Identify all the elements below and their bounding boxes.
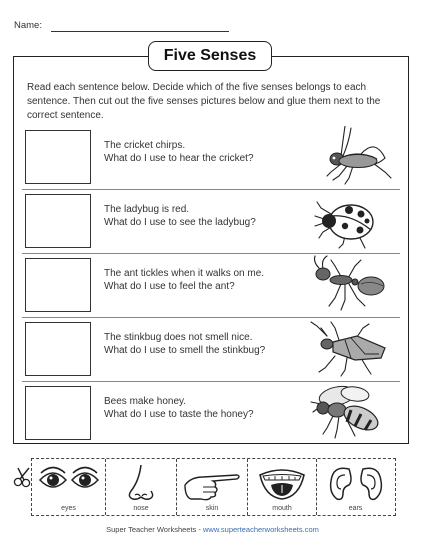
question-prompt: What do I use to feel the ant? [104,281,235,292]
ant-icon [305,254,395,316]
question-prompt: What do I use to smell the stinkbug? [104,345,266,356]
footer-brand: Super Teacher Worksheets [106,525,197,534]
cutout-eyes[interactable] [32,459,106,515]
question-text [104,331,265,357]
question-row [22,128,400,186]
footer [0,525,425,534]
question-prompt: What do I use to see the ladybug? [104,217,256,228]
cutout-label: ears [348,505,363,512]
glue-box[interactable] [25,194,91,248]
hand-icon [181,463,243,503]
glue-box[interactable] [25,322,91,376]
question-row [22,384,400,442]
nose-icon [119,463,163,503]
ears-icon [327,463,385,503]
question-statement: The ladybug is red. [104,204,190,215]
mouth-icon [257,463,307,503]
question-text [104,139,254,165]
instructions: Read each sentence below. Decide which of the five senses belongs to each sentence. Then cut out the five senses pictures below and glue them next to the correct sentence. [27,82,381,121]
ladybug-icon [305,190,395,252]
cutout-strip [31,458,396,516]
question-statement: The cricket chirps. [104,140,186,151]
question-prompt: What do I use to taste the honey? [104,409,254,420]
bee-icon [305,382,395,444]
question-text [104,267,264,293]
cutout-label: mouth [272,505,292,512]
question-statement: Bees make honey. [104,396,187,407]
name-label: Name: [14,20,42,31]
question-text [104,203,256,229]
stinkbug-icon [305,318,395,380]
question-statement: The stinkbug does not smell nice. [104,332,253,343]
footer-separator: - [196,525,203,534]
worksheet-title: Five Senses [148,41,272,71]
question-text [104,395,254,421]
question-row [22,192,400,250]
glue-box[interactable] [25,258,91,312]
footer-link[interactable]: www.superteacherworksheets.com [202,525,319,534]
glue-box[interactable] [25,130,91,184]
question-prompt: What do I use to hear the cricket? [104,153,254,164]
glue-box[interactable] [25,386,91,440]
cutout-mouth[interactable] [248,459,317,515]
cutout-label: nose [133,505,149,512]
cutout-ears[interactable] [317,459,394,515]
question-row [22,256,400,314]
eyes-icon [38,463,100,497]
cricket-icon [305,126,395,188]
question-statement: The ant tickles when it walks on me. [104,268,265,279]
cutout-nose[interactable] [106,459,177,515]
cutout-skin[interactable] [177,459,248,515]
cutout-label: skin [205,505,219,512]
cutout-label: eyes [61,505,76,512]
question-row [22,320,400,378]
name-input-line[interactable] [51,31,229,32]
